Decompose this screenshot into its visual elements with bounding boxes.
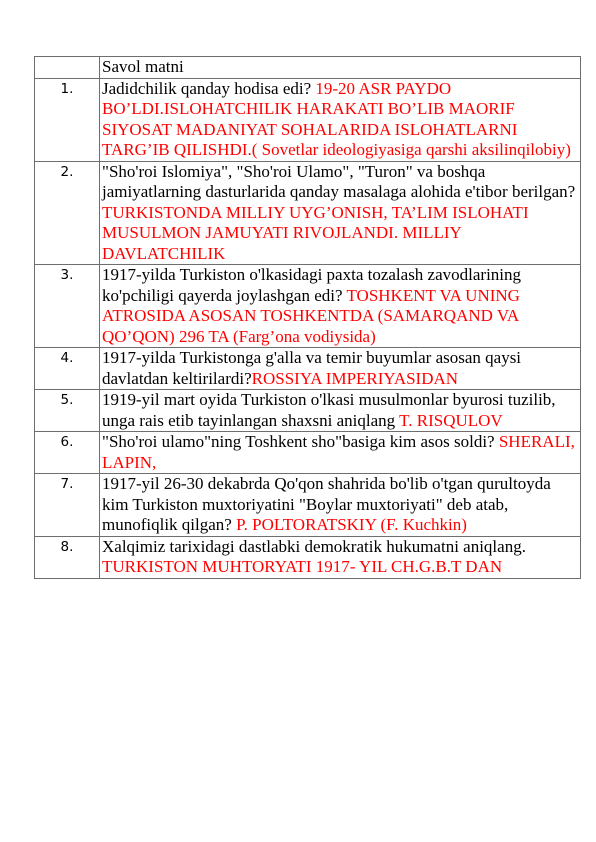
header-text-cell: Savol matni	[100, 57, 581, 79]
row-content	[100, 348, 581, 390]
question-text: 1919-yil mart oyida Turkiston o'lkasi musulmonlar byurosi tuzilib, unga rais etib tayinlangan shaxsni aniqlang	[102, 390, 556, 430]
answer-text: P. POLTORATSKIY (F. Kuchkin)	[236, 515, 467, 534]
answer-text: ROSSIYA IMPERIYASIDAN	[251, 368, 459, 388]
question-text: "Sho'roi ulamo"ning Toshkent sho"basiga kim asos soldi?	[102, 432, 499, 451]
row-number: 3.	[35, 265, 100, 348]
table-row	[35, 390, 581, 432]
answer-text: 19-20 ASR PAYDO BO’LDI.ISLOHATCHILIK HARAKATI BO’LIB MAORIF SIYOSAT MADANIYAT SOHALARIDA ISLOHATLARNI TARG’IB QILISHDI.( Sovetlar ideologiyasiga qarshi aksilinqilobiy)	[102, 78, 571, 159]
question-text: 1917-yil 26-30 dekabrda Qo'qon shahrida bo'lib o'tgan qurultoyda kim Turkiston muxtoriyatini "Boylar muxtoriyati" deb atab, munofiqlik qilgan?	[102, 474, 551, 534]
question-text: Xalqimiz tarixidagi dastlabki demokratik hukumatni aniqlang.	[102, 536, 526, 556]
answer-text: TURKISTONDA MILLIY UYG’ONISH, TA’LIM ISLOHATI MUSULMON JAMUYATI RIVOJLANDI. MILLIY DAVLATCHILIK	[102, 202, 529, 263]
row-number: 5.	[35, 390, 100, 432]
questions-table	[34, 56, 581, 579]
table-row	[35, 474, 581, 537]
row-number: 8.	[35, 536, 100, 578]
row-content	[100, 536, 581, 578]
table-row	[35, 265, 581, 348]
row-number: 2.	[35, 161, 100, 265]
table-row	[35, 536, 581, 578]
answer-text: T. RISQULOV	[399, 410, 503, 430]
question-text: 1917-yilda Turkiston o'lkasidagi paxta tozalash zavodlarining ko'pchiligi qayerda joylashgan edi?	[102, 265, 522, 305]
row-number: 6.	[35, 432, 100, 474]
row-content	[100, 265, 581, 348]
row-content	[100, 432, 581, 474]
table-row	[35, 432, 581, 474]
answer-text: TOSHKENT VA UNING ATROSIDA ASOSAN TOSHKENTDA (SAMARQAND VA QO’QON) 296 TA (Farg’ona vodiysida)	[102, 285, 520, 346]
row-number: 7.	[35, 474, 100, 537]
header-number-cell	[35, 57, 100, 79]
question-text: 1917-yilda Turkistonga g'alla va temir buyumlar asosan qaysi davlatdan keltirilardi?	[102, 348, 522, 388]
table-row	[35, 348, 581, 390]
row-number: 4.	[35, 348, 100, 390]
answer-text: SHERALI, LAPIN,	[102, 432, 575, 472]
table-row	[35, 78, 581, 161]
question-text: "Sho'roi Islomiya", "Sho'roi Ulamo", "Turon" va boshqa jamiyatlarning dasturlarida qanday masalaga alohida e'tibor berilgan?	[102, 161, 576, 201]
table-header-row	[35, 57, 581, 79]
row-content	[100, 78, 581, 161]
row-content	[100, 390, 581, 432]
row-number: 1.	[35, 78, 100, 161]
table-row	[35, 161, 581, 265]
answer-text: TURKISTON MUHTORYATI 1917- YIL CH.G.B.T DAN	[102, 557, 503, 576]
row-content	[100, 474, 581, 537]
question-text: Jadidchilik qanday hodisa edi?	[102, 78, 316, 98]
row-content	[100, 161, 581, 265]
